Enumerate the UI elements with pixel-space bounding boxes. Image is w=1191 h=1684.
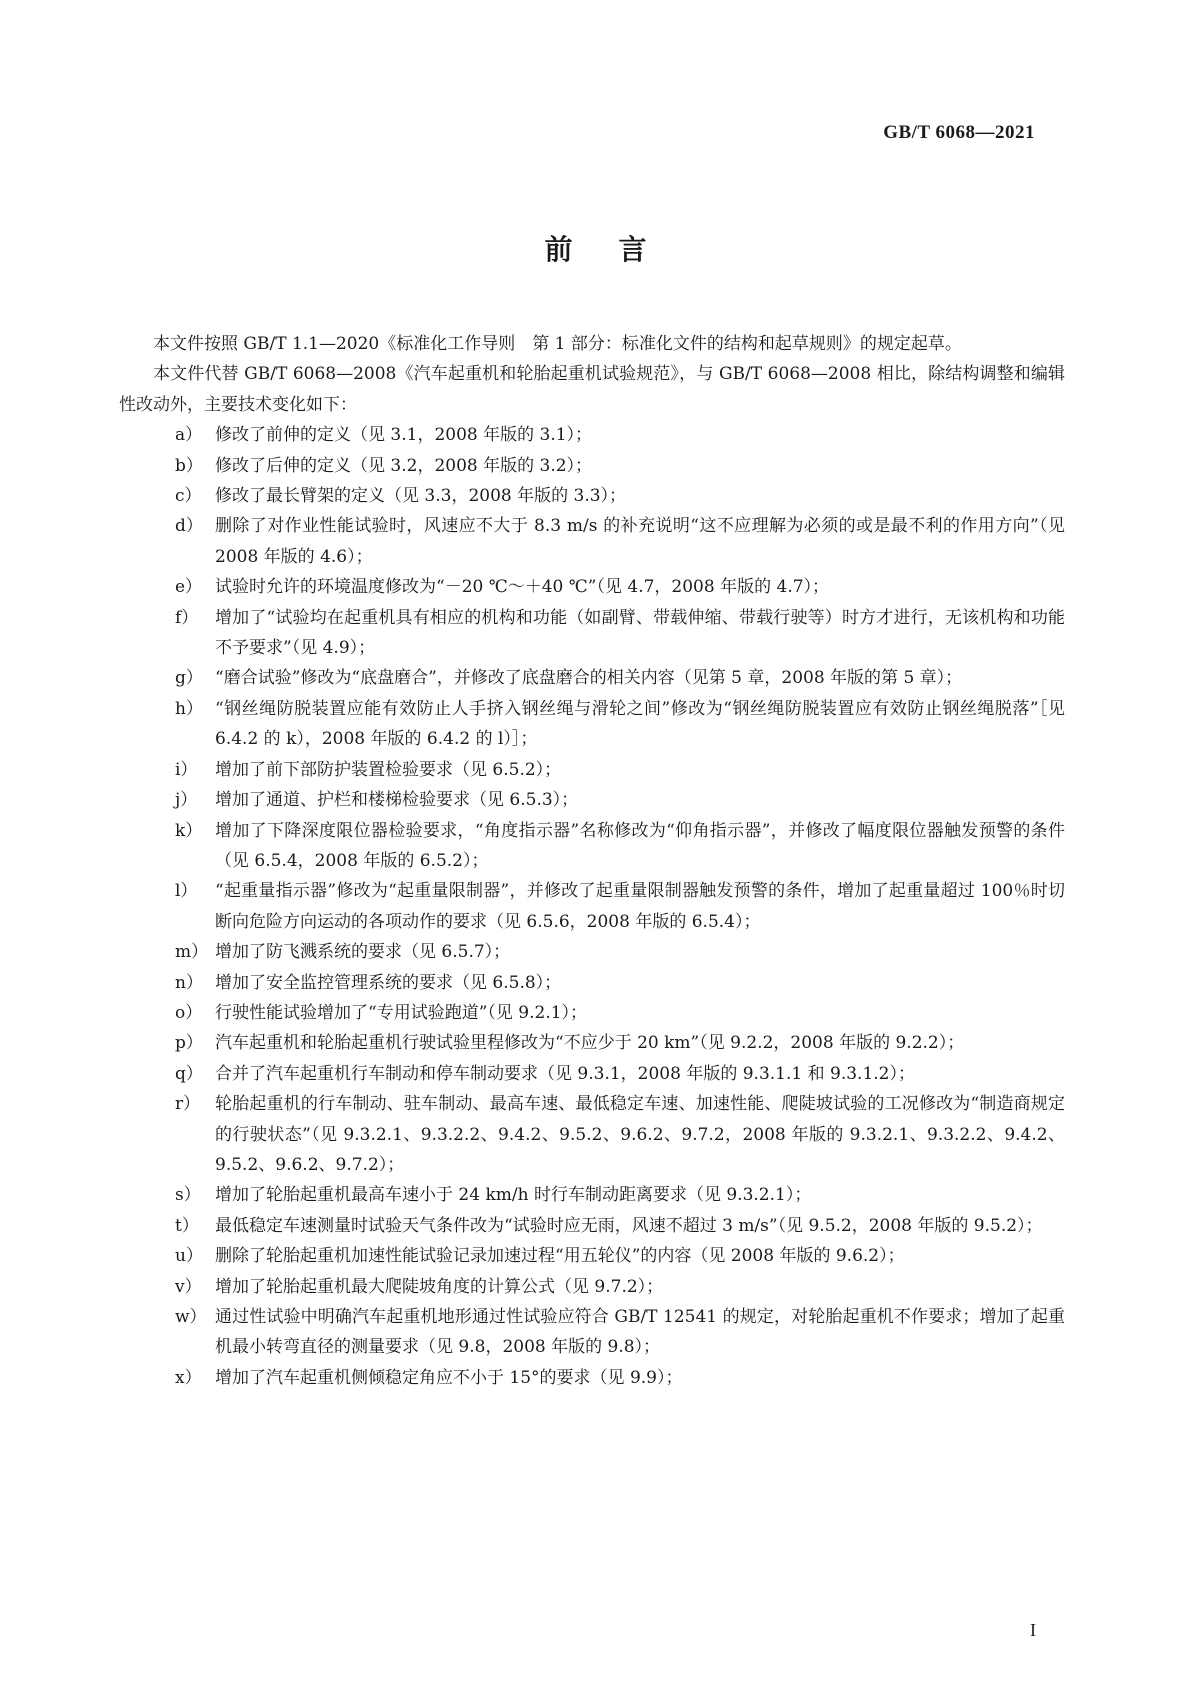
list-item xyxy=(119,876,1065,937)
list-item-text: 汽车起重机和轮胎起重机行驶试验里程修改为“不应少于 20 km”（见 9.2.2，2008 年版的 9.2.2）； xyxy=(215,1033,965,1054)
list-item-marker: f） xyxy=(175,607,199,628)
list-item xyxy=(119,1059,1065,1089)
foreword-body xyxy=(119,329,1065,1393)
page-number: I xyxy=(1030,1620,1036,1640)
list-item-marker: g） xyxy=(175,668,203,689)
list-item xyxy=(119,1211,1065,1241)
list-item-marker: c） xyxy=(175,486,202,507)
list-item-marker: l） xyxy=(175,881,198,902)
list-item-text: “起重量指示器”修改为“起重量限制器”，并修改了起重量限制器触发预警的条件，增加了起重量超过 100％时切断向危险方向运动的各项动作的要求（见 6.5.6，2008 年版的 6.5.4）； xyxy=(215,881,1065,932)
list-item-marker: p） xyxy=(175,1033,203,1054)
list-item xyxy=(119,998,1065,1028)
list-item-text: 增加了通道、护栏和楼梯检验要求（见 6.5.3）； xyxy=(215,790,579,811)
list-item-text: 修改了前伸的定义（见 3.1，2008 年版的 3.1）； xyxy=(215,425,593,446)
intro-paragraph: 本文件按照 GB/T 1.1—2020《标准化工作导则 第 1 部分：标准化文件的结构和起草规则》的规定起草。 xyxy=(153,334,962,354)
list-item xyxy=(119,481,1065,511)
list-item xyxy=(119,1180,1065,1210)
list-item xyxy=(119,663,1065,693)
list-item-marker: k） xyxy=(175,820,203,841)
list-item-text: 增加了安全监控管理系统的要求（见 6.5.8）； xyxy=(215,972,562,993)
list-item xyxy=(119,694,1065,755)
list-item-text: 试验时允许的环境温度修改为“－20 ℃～＋40 ℃”（见 4.7，2008 年版的 4.7）； xyxy=(215,577,830,598)
list-item-marker: s） xyxy=(175,1185,201,1206)
list-item-text: 删除了轮胎起重机加速性能试验记录加速过程“用五轮仪”的内容（见 2008 年版的 9.6.2）； xyxy=(215,1246,905,1267)
list-item xyxy=(119,968,1065,998)
list-item-text: 增加了“试验均在起重机具有相应的机构和功能（如副臂、带载伸缩、带载行驶等）时方才进行，无该机构和功能不予要求”（见 4.9）； xyxy=(215,607,1065,659)
page-title: 前言 xyxy=(544,233,693,266)
list-item-text: 修改了后伸的定义（见 3.2，2008 年版的 3.2）； xyxy=(215,455,593,476)
list-item-text: 增加了下降深度限位器检验要求，“角度指示器”名称修改为“仰角指示器”，并修改了幅度限位器触发预警的条件（见 6.5.4，2008 年版的 6.5.2）； xyxy=(215,820,1065,871)
list-item-marker: r） xyxy=(175,1094,201,1115)
list-item xyxy=(119,1028,1065,1058)
standard-code: GB/T 6068—2021 xyxy=(883,122,1035,143)
list-item-text: 轮胎起重机的行车制动、驻车制动、最高车速、最低稳定车速、加速性能、爬陡坡试验的工况修改为“制造商规定的行驶状态”（见 9.3.2.1、9.3.2.2、9.4.2、9.5.2、9.6.2、9.7.2，2008 年版的 9.3.2.1、9.3.2.2、9.4.2、9.5.2、9.6.2、9.7.2）； xyxy=(215,1094,1065,1175)
list-item xyxy=(119,603,1065,664)
list-item-marker: o） xyxy=(175,1002,203,1023)
list-item-marker: j） xyxy=(175,790,198,811)
list-item-marker: m） xyxy=(175,942,209,963)
list-item-marker: a） xyxy=(175,425,203,446)
list-item-text: 合并了汽车起重机行车制动和停车制动要求（见 9.3.1，2008 年版的 9.3.1.1 和 9.3.1.2）； xyxy=(215,1063,915,1084)
list-item-marker: v） xyxy=(175,1276,202,1297)
list-item-text: 增加了防飞溅系统的要求（见 6.5.7）； xyxy=(215,942,511,963)
list-item-text: 通过性试验中明确汽车起重机地形通过性试验应符合 GB/T 12541 的规定，对轮胎起重机不作要求；增加了起重机最小转弯直径的测量要求（见 9.8，2008 年版的 9.8）； xyxy=(215,1307,1065,1358)
list-item xyxy=(119,1363,1065,1393)
list-item-marker: b） xyxy=(175,455,203,476)
list-item-marker: n） xyxy=(175,972,203,993)
list-item-marker: x） xyxy=(175,1367,202,1388)
list-item-text: 增加了轮胎起重机最高车速小于 24 km/h 时行车制动距离要求（见 9.3.2.1）； xyxy=(215,1185,812,1206)
list-item-marker: e） xyxy=(175,577,203,598)
list-item-marker: t） xyxy=(175,1215,199,1236)
list-item-text: 删除了对作业性能试验时，风速应不大于 8.3 m/s 的补充说明“这不应理解为必须的或是最不利的作用方向”（见 2008 年版的 4.6）； xyxy=(215,516,1065,567)
list-item-marker: q） xyxy=(175,1063,203,1084)
list-item-text: 增加了前下部防护装置检验要求（见 6.5.2）； xyxy=(215,759,562,780)
list-item xyxy=(119,420,1065,450)
list-item xyxy=(119,1241,1065,1271)
list-item xyxy=(119,1272,1065,1302)
list-item-marker: d） xyxy=(175,516,203,537)
list-item-marker: h） xyxy=(175,698,203,719)
list-item-text: 增加了汽车起重机侧倾稳定角应不小于 15°的要求（见 9.9）； xyxy=(215,1367,683,1388)
list-item-text: 增加了轮胎起重机最大爬陡坡角度的计算公式（见 9.7.2）； xyxy=(215,1276,664,1297)
list-item xyxy=(119,785,1065,815)
list-item xyxy=(119,755,1065,785)
list-item xyxy=(119,572,1065,602)
list-item-text: 最低稳定车速测量时试验天气条件改为“试验时应无雨，风速不超过 3 m/s”（见 9.5.2，2008 年版的 9.5.2）； xyxy=(215,1215,1043,1236)
change-list xyxy=(119,420,1065,1393)
list-item xyxy=(119,1302,1065,1363)
intro-paragraph: 本文件代替 GB/T 6068—2008《汽车起重机和轮胎起重机试验规范》，与 GB/T 6068—2008 相比，除结构调整和编辑性改动外，主要技术变化如下： xyxy=(119,364,1065,415)
list-item xyxy=(119,511,1065,572)
list-item xyxy=(119,937,1065,967)
list-item-text: 修改了最长臂架的定义（见 3.3，2008 年版的 3.3）； xyxy=(215,486,627,507)
list-item xyxy=(119,451,1065,481)
list-item-text: “磨合试验”修改为“底盘磨合”，并修改了底盘磨合的相关内容（见第 5 章，2008 年版的第 5 章）； xyxy=(215,668,963,689)
list-item xyxy=(119,816,1065,877)
list-item-text: “钢丝绳防脱装置应能有效防止人手挤入钢丝绳与滑轮之间”修改为“钢丝绳防脱装置应有效防止钢丝绳脱落”［见 6.4.2 的 k），2008 年版的 6.4.2 的 l）］； xyxy=(215,698,1065,750)
list-item xyxy=(119,1089,1065,1180)
list-item-marker: i） xyxy=(175,759,198,780)
list-item-marker: w） xyxy=(175,1307,207,1327)
list-item-text: 行驶性能试验增加了“专用试验跑道”（见 9.2.1）； xyxy=(215,1002,588,1023)
list-item-marker: u） xyxy=(175,1246,203,1267)
